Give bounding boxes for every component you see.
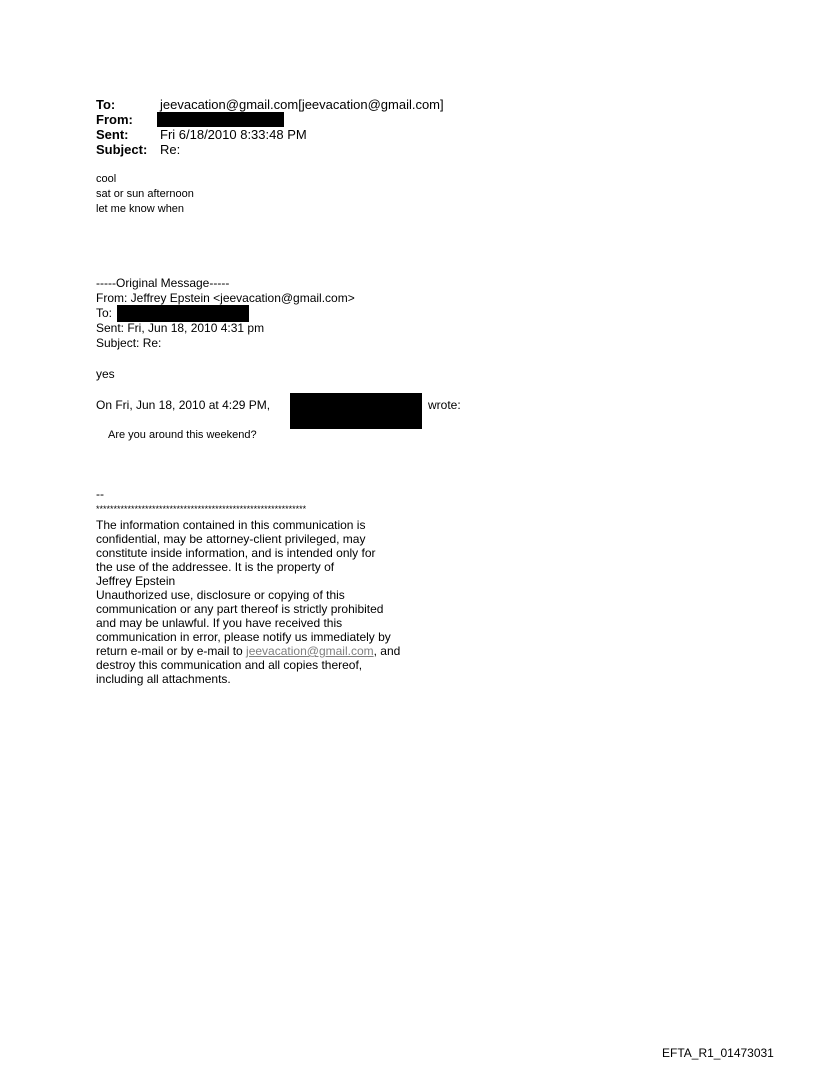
disclaimer-line: destroy this communication and all copies thereof, bbox=[96, 658, 363, 672]
email-link[interactable]: jeevacation@gmail.com bbox=[246, 644, 374, 658]
message-line: let me know when bbox=[96, 203, 185, 215]
subject-value: Re: bbox=[160, 142, 181, 157]
signature-stars: ************************************************************ bbox=[96, 504, 307, 514]
disclaimer-line: and may be unlawful. If you have received this bbox=[96, 616, 343, 630]
disclaimer-line: confidential, may be attorney-client privileged, may bbox=[96, 532, 366, 546]
original-to-label: To: bbox=[96, 306, 113, 320]
from-label: From: bbox=[96, 112, 133, 127]
redaction-bar-sender bbox=[290, 393, 422, 429]
message-line: cool bbox=[96, 173, 117, 185]
disclaimer-return-suffix: , and bbox=[373, 644, 401, 658]
disclaimer-line: The information contained in this communication is bbox=[96, 518, 366, 532]
disclaimer-line: Jeffrey Epstein bbox=[96, 574, 176, 588]
to-value: jeevacation@gmail.com[jeevacation@gmail.com] bbox=[160, 97, 444, 112]
disclaimer-line: Unauthorized use, disclosure or copying of this bbox=[96, 588, 345, 602]
quoted-text: Are you around this weekend? bbox=[108, 429, 257, 441]
disclaimer-line: communication in error, please notify us immediately by bbox=[96, 630, 391, 644]
disclaimer-line: constitute inside information, and is intended only for bbox=[96, 546, 376, 560]
disclaimer-return-prefix: return e-mail or by e-mail to bbox=[96, 644, 247, 658]
disclaimer-return-line bbox=[96, 645, 400, 659]
original-separator: -----Original Message----- bbox=[96, 276, 230, 290]
sent-label: Sent: bbox=[96, 127, 129, 142]
disclaimer-line: the use of the addressee. It is the property of bbox=[96, 560, 335, 574]
redaction-bar-to bbox=[117, 305, 249, 322]
original-subject: Subject: Re: bbox=[96, 336, 162, 350]
to-label: To: bbox=[96, 97, 116, 112]
original-sent: Sent: Fri, Jun 18, 2010 4:31 pm bbox=[96, 321, 265, 335]
disclaimer-line: including all attachments. bbox=[96, 672, 231, 686]
sent-value: Fri 6/18/2010 8:33:48 PM bbox=[160, 127, 307, 142]
original-from: From: Jeffrey Epstein <jeevacation@gmail.com> bbox=[96, 291, 355, 305]
signature-dashes: -- bbox=[96, 487, 104, 501]
redaction-bar-from bbox=[157, 112, 284, 127]
message-line: sat or sun afternoon bbox=[96, 188, 194, 200]
document-id: EFTA_R1_01473031 bbox=[662, 1046, 774, 1060]
quote-attribution-prefix: On Fri, Jun 18, 2010 at 4:29 PM, bbox=[96, 398, 271, 412]
disclaimer-line: communication or any part thereof is strictly prohibited bbox=[96, 602, 384, 616]
quote-attribution-suffix: wrote: bbox=[428, 398, 461, 412]
reply-text: yes bbox=[96, 367, 115, 381]
subject-label: Subject: bbox=[96, 142, 148, 157]
